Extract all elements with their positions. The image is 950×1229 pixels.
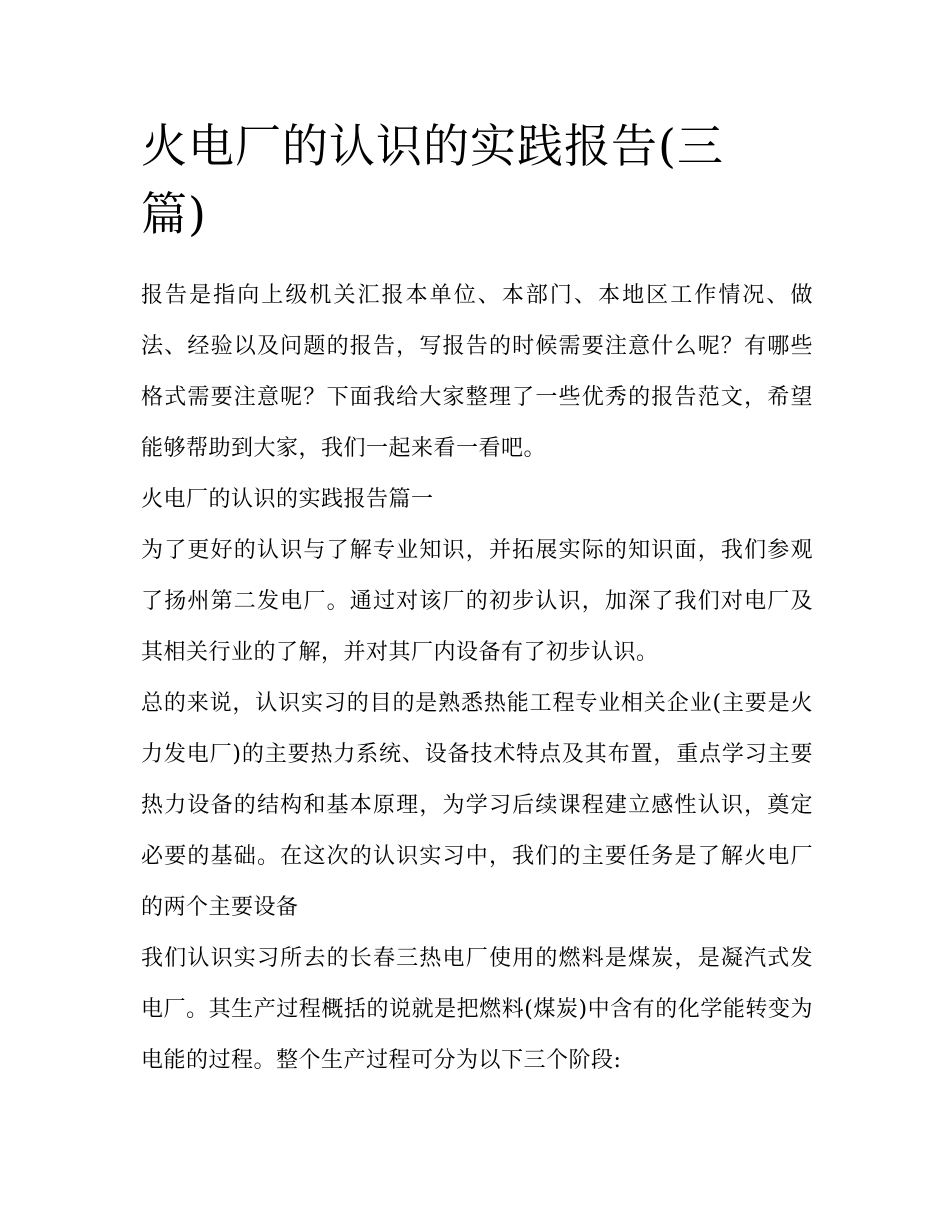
- body-paragraph-2: 总的来说，认识实习的目的是熟悉热能工程专业相关企业(主要是火力发电厂)的主要热力系统、设备技术特点及其布置，重点学习主要热力设备的结构和基本原理，为学习后续课程建立感性认识，奠定必要的基础。在这次的认识实习中，我们的主要任务是了解火电厂的两个主要设备: [141, 691, 813, 920]
- document-title: 火电厂的认识的实践报告(三篇): [141, 119, 724, 241]
- intro-paragraph: 报告是指向上级机关汇报本单位、本部门、本地区工作情况、做法、经验以及问题的报告，写报告的时候需要注意什么呢？有哪些格式需要注意呢？下面我给大家整理了一些优秀的报告范文，希望能够帮助到大家，我们一起来看一看吧。: [141, 283, 813, 461]
- body-paragraph-3: 我们认识实习所去的长春三热电厂使用的燃料是煤炭，是凝汽式发电厂。其生产过程概括的说就是把燃料(煤炭)中含有的化学能转变为电能的过程。整个生产过程可分为以下三个阶段:: [141, 946, 813, 1073]
- section-heading: 火电厂的认识的实践报告篇一: [141, 487, 434, 512]
- body-paragraph-1: 为了更好的认识与了解专业知识，并拓展实际的知识面，我们参观了扬州第二发电厂。通过对该厂的初步认识，加深了我们对电厂及其相关行业的了解，并对其厂内设备有了初步认识。: [141, 538, 813, 665]
- document-page: [141, 112, 813, 1086]
